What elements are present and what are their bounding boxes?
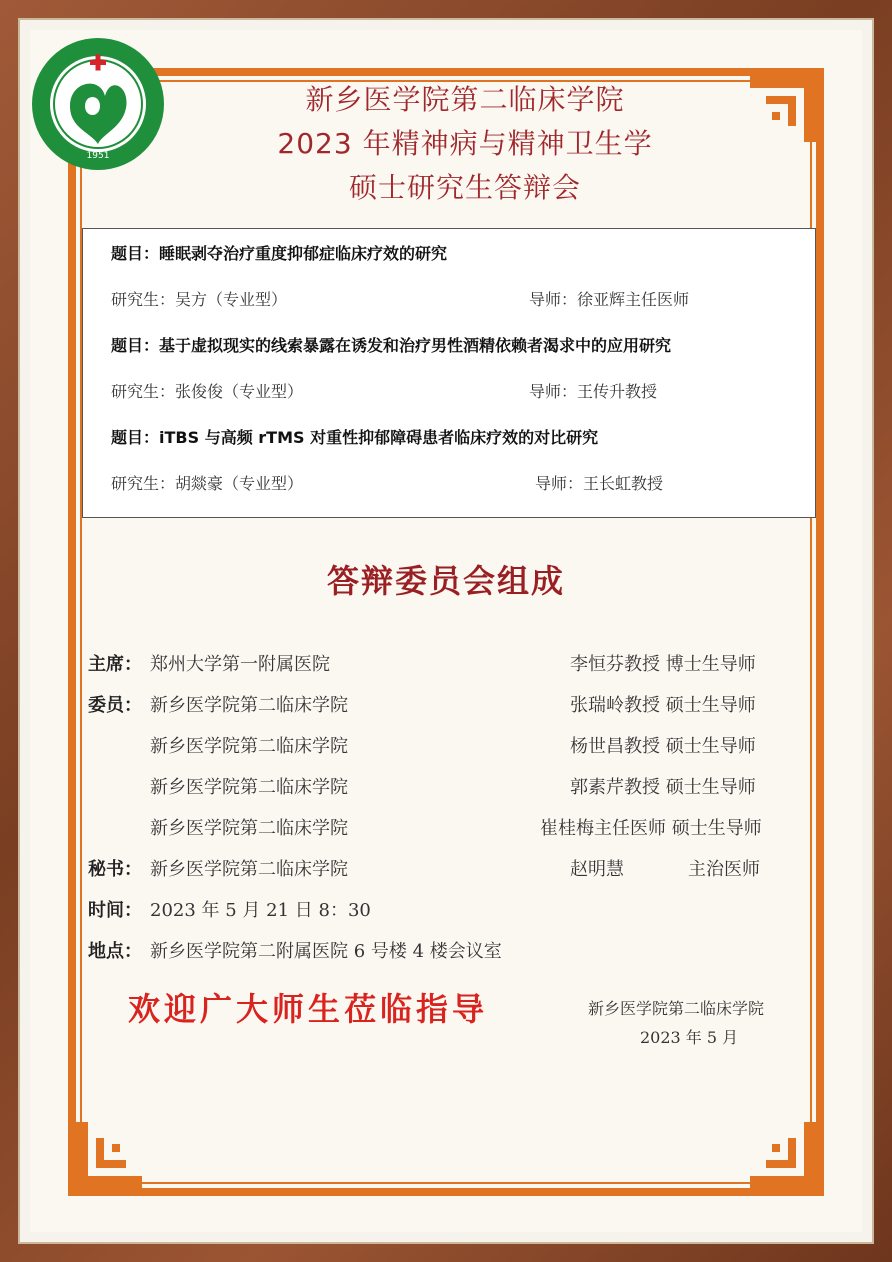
- time-value: 2023 年 5 月 21 日 8：30: [150, 900, 371, 921]
- chair-org: 郑州大学第一附属医院: [150, 654, 330, 675]
- secretary-label: 秘书：: [88, 859, 142, 880]
- place-label: 地点：: [88, 941, 142, 962]
- chair-row: [88, 650, 330, 676]
- footer-org: 新乡医学院第二临床学院: [588, 999, 765, 1018]
- topic-title: 题目：基于虚拟现实的线索暴露在诱发和治疗男性酒精依赖者渴求中的应用研究: [111, 336, 672, 355]
- topic-title: 题目：睡眠剥夺治疗重度抑郁症临床疗效的研究: [111, 244, 448, 263]
- time-row: [88, 896, 371, 922]
- topic-student-line: [111, 287, 690, 310]
- topic-mentor: 导师：王长虹教授: [535, 474, 664, 493]
- time-label: 时间：: [88, 900, 142, 921]
- secretary-name: 赵明慧: [570, 859, 624, 880]
- title-line-1: 新乡医学院第二临床学院: [305, 83, 625, 116]
- secretary-role: 主治医师: [688, 859, 760, 880]
- member-row: [88, 691, 348, 717]
- member-org: 新乡医学院第二临床学院: [150, 777, 348, 798]
- committee-title: 答辩委员会组成: [326, 562, 565, 600]
- member-org: 新乡医学院第二临床学院: [150, 736, 348, 757]
- welcome-text: 欢迎广大师生莅临指导: [128, 990, 489, 1028]
- secretary-org: 新乡医学院第二临床学院: [150, 859, 348, 880]
- corner-ornament: [68, 1118, 146, 1196]
- chair-person: 李恒芬教授 博士生导师: [570, 654, 756, 675]
- logo-year: 1951: [86, 151, 110, 161]
- place-value: 新乡医学院第二附属医院 6 号楼 4 楼会议室: [150, 941, 502, 962]
- member-person: 张瑞岭教授 硕士生导师: [570, 695, 756, 716]
- member-person: 崔桂梅主任医师 硕士生导师: [540, 818, 762, 839]
- chair-label: 主席：: [88, 654, 142, 675]
- member-person: 杨世昌教授 硕士生导师: [570, 736, 756, 757]
- page-title: [170, 78, 760, 210]
- member-org: 新乡医学院第二临床学院: [150, 818, 348, 839]
- topic-student-line: [111, 379, 658, 402]
- topic-title: 题目：iTBS 与高频 rTMS 对重性抑郁障碍患者临床疗效的对比研究: [111, 428, 599, 447]
- school-logo: [30, 36, 166, 172]
- corner-ornament: [746, 1118, 824, 1196]
- topic-student: 研究生：胡燚豪（专业型）: [111, 474, 304, 493]
- secretary-row: [88, 855, 348, 881]
- topic-mentor: 导师：王传升教授: [529, 382, 658, 401]
- member-org: 新乡医学院第二临床学院: [150, 695, 348, 716]
- member-person: 郭素芹教授 硕士生导师: [570, 777, 756, 798]
- topics-box: [82, 228, 816, 518]
- topic-student: 研究生：张俊俊（专业型）: [111, 382, 304, 401]
- topic-mentor: 导师：徐亚辉主任医师: [529, 290, 690, 309]
- members-label: 委员：: [88, 695, 142, 716]
- title-line-2: 2023 年精神病与精神卫生学: [277, 127, 653, 160]
- topic-student: 研究生：吴方（专业型）: [111, 290, 288, 309]
- place-row: [88, 937, 502, 963]
- title-line-3: 硕士研究生答辩会: [348, 171, 581, 204]
- footer-date: 2023 年 5 月: [640, 1028, 739, 1047]
- topic-student-line: [111, 471, 664, 494]
